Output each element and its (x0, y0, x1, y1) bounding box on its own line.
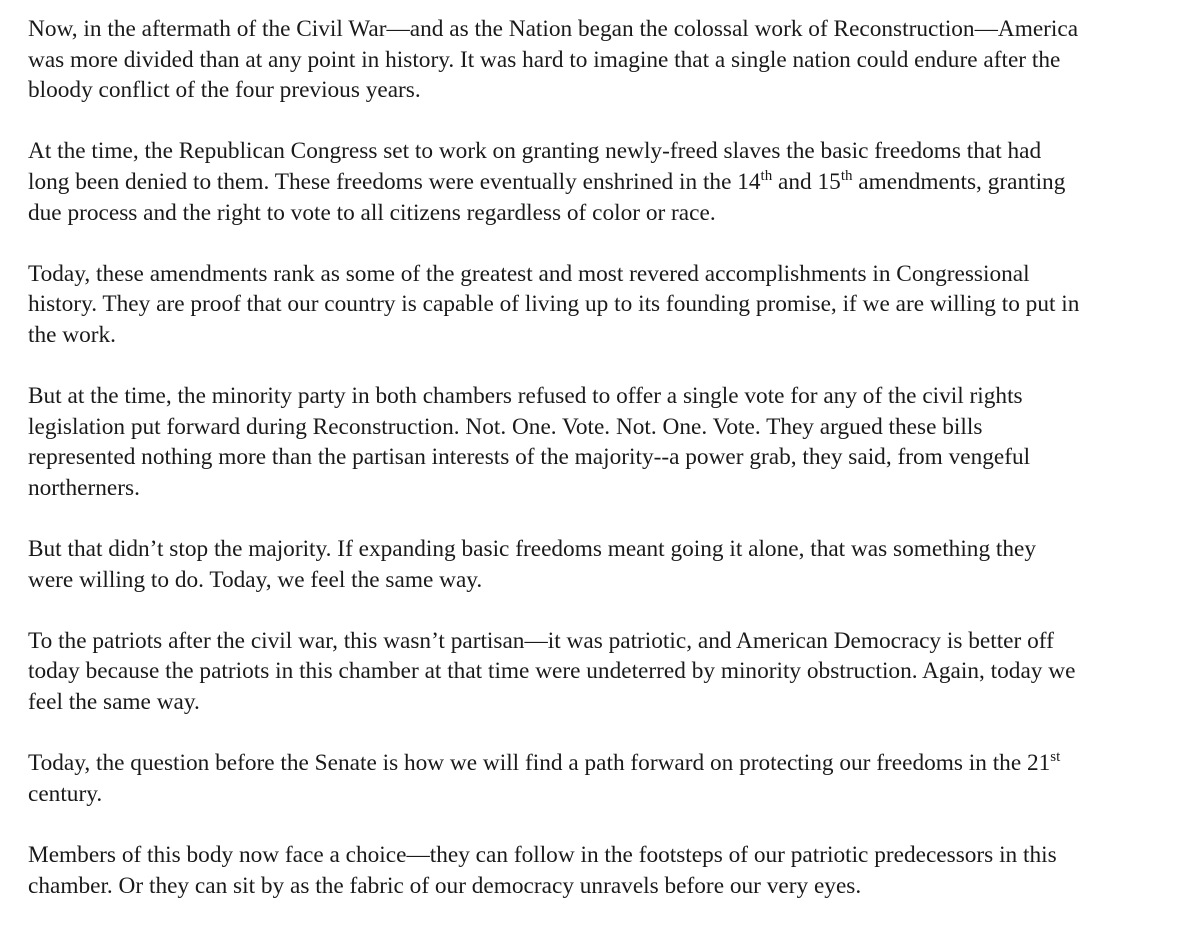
text-fragment: long been denied to them. These freedoms were eventually enshrined in the 14 (28, 168, 761, 195)
text-line: Now, in the aftermath of the Civil War—and as the Nation began the colossal work of Reconstruction—America (28, 16, 1079, 42)
text-line: But at the time, the minority party in both chambers refused to offer a single vote for any of the civil rights (28, 383, 1023, 410)
text-line: Today, these amendments rank as some of the greatest and most revered accomplishments in Congressional (28, 260, 1030, 287)
text-line: But that didn’t stop the majority. If expanding basic freedoms meant going it alone, that was something they (28, 536, 1037, 563)
document-body (28, 14, 1178, 932)
text-line: represented nothing more than the partisan interests of the majority--a power grab, they said, from vengeful (28, 444, 1031, 471)
paragraph-minority-party (28, 381, 1178, 503)
paragraph-republican-congress (28, 136, 1178, 228)
text-line: history. They are proof that our country is capable of living up to its founding promise, if we are willing to put in (28, 291, 1080, 318)
superscript: th (840, 167, 853, 184)
text-line: century. (28, 780, 103, 807)
text-line-with-superscripts (28, 167, 1178, 198)
text-line: was more divided than at any point in history. It was hard to imagine that a single nation could endure after the (28, 46, 1061, 73)
text-fragment: Today, the question before the Senate is how we will find a path forward on protecting our freedoms in the 21 (28, 750, 1051, 777)
text-line: feel the same way. (28, 689, 200, 716)
paragraph-civil-war (28, 14, 1178, 106)
text-line: northerners. (28, 474, 140, 501)
text-line: Members of this body now face a choice—they can follow in the footsteps of our patriotic predecessors in this (28, 842, 1057, 869)
text-line: the work. (28, 321, 116, 348)
text-line: At the time, the Republican Congress set to work on granting newly-freed slaves the basic freedoms that had (28, 138, 1042, 165)
text-line: To the patriots after the civil war, this wasn’t partisan—it was patriotic, and American Democracy is better off (28, 627, 1054, 654)
text-fragment: and 15 (772, 168, 841, 195)
text-line: bloody conflict of the four previous years. (28, 77, 421, 104)
superscript: st (1050, 749, 1061, 766)
paragraph-patriots (28, 626, 1178, 718)
text-line-with-superscript (28, 748, 1178, 779)
text-line: due process and the right to vote to all citizens regardless of color or race. (28, 199, 716, 226)
text-fragment: amendments, granting (852, 168, 1066, 195)
paragraph-majority (28, 534, 1178, 595)
text-line: today because the patriots in this chamber at that time were undeterred by minority obstruction. Again, today we (28, 658, 1076, 685)
text-line: legislation put forward during Reconstruction. Not. One. Vote. Not. One. Vote. They argued these bills (28, 413, 983, 440)
paragraph-choice (28, 840, 1178, 901)
superscript: th (760, 167, 773, 184)
paragraph-senate-question (28, 748, 1178, 809)
text-line: were willing to do. Today, we feel the same way. (28, 566, 483, 593)
paragraph-amendments-today (28, 259, 1178, 351)
text-line: chamber. Or they can sit by as the fabric of our democracy unravels before our very eyes. (28, 872, 862, 899)
